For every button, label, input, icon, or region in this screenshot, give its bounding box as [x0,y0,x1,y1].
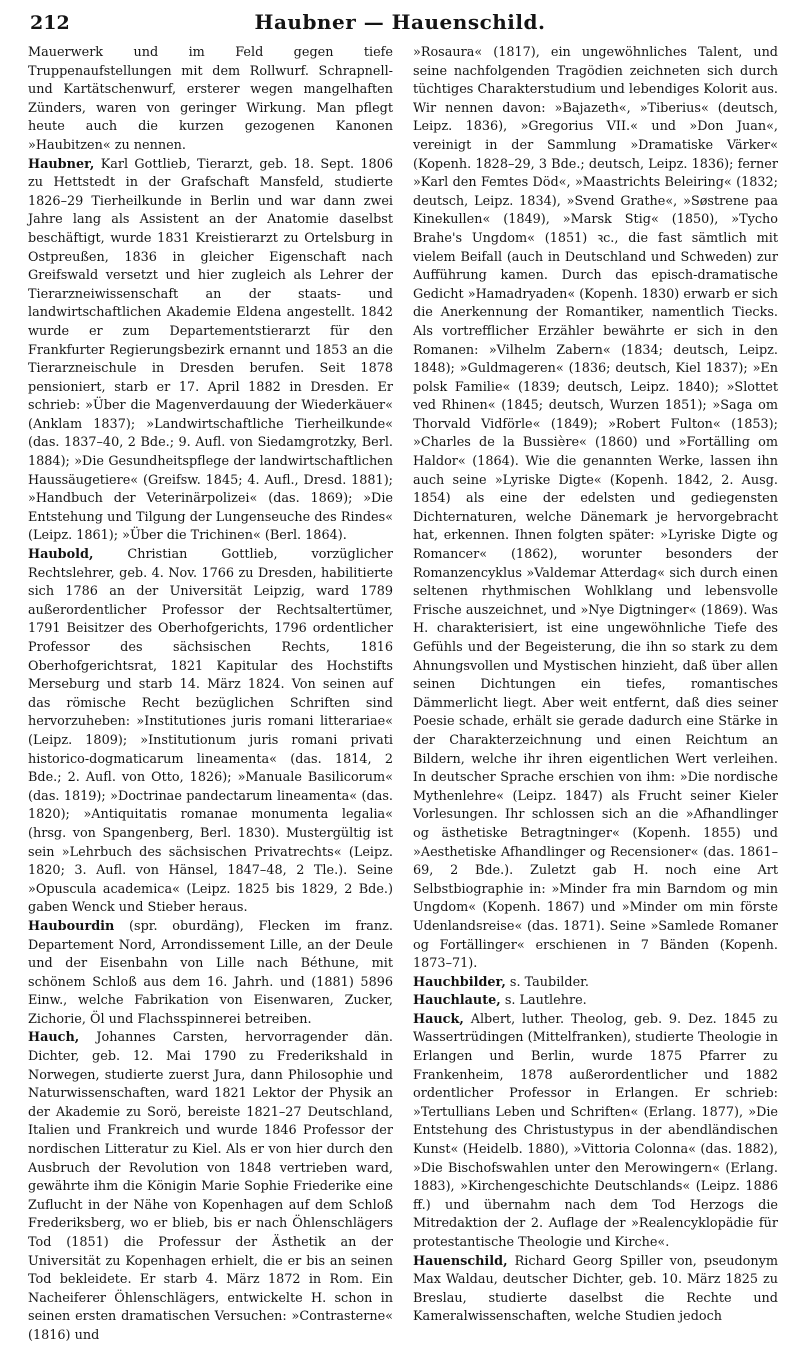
entry-text: Mauerwerk und im Feld gegen tiefe Truppenaufstellungen mit dem Rollwurf. Schrapnell- und Kartätschenwurf, ersterer wegen mangelhaften Zünders, waren von geringer Wirkung. Man pflegt heute auch die kurzen gezogenen Kanonen »Haubitzen« zu nennen. [28,45,393,153]
dictionary-entry [28,546,393,918]
dictionary-entry [413,1011,778,1253]
entry-headword: Hauch, [28,1030,80,1046]
entry-text: s. Lautlehre. [504,993,587,1009]
dictionary-entry [28,156,393,546]
running-title: Haubner — Hauenschild. [254,10,546,34]
entry-text: Karl Gottlieb, Tierarzt, geb. 18. Sept. 1806 zu Hettstedt in der Grafschaft Mansfeld, studierte 1826–29 Tierheilkunde in Berlin und war dann zwei Jahre lang als Assistent an der Anatomie daselbst beschäftigt, wurde 1831 Kreistierarzt zu Ortelsburg in Ostpreußen, 1836 in gleicher Eigenschaft nach Greifswald versetzt und hier zugleich als Lehrer der Tierarzneiwissenschaft an der staats- und landwirtschaftlichen Akademie Eldena angestellt. 1842 wurde er zum Departementstierarzt für den Frankfurter Regierungsbezirk ernannt und 1853 an die Tierarzneischule in Dresden berufen. Seit 1878 pensioniert, starb er 17. April 1882 in Dresden. Er schrieb: »Über die Magenverdauung der Wiederkäuer« (Anklam 1837); »Landwirtschaftliche Tierheilkunde« (das. 1837–40, 2 Bde.; 9. Aufl. von Siedamgrotzky, Berl. 1884); »Die Gesundheitspflege der landwirtschaftlichen Haussäugetiere« (Greifsw. 1845; 4. Aufl., Dresd. 1881); »Handbuch der Veterinärpolizei« (das. 1869); »Die Entstehung und Tilgung der Lungenseuche des Rindes« (Leipz. 1861); »Über die Trichinen« (Berl. 1864). [28,156,393,544]
dictionary-entry [28,918,393,1030]
entry-headword: Hauenschild, [413,1253,508,1269]
entry-text: Richard Georg Spiller von, pseudonym Max Waldau, deutscher Dichter, geb. 10. März 1825 zu Breslau, studierte daselbst die Rechte und Kameralwissenschaften, welche Studien jedoch [413,1253,778,1325]
entry-text: (spr. oburdäng), Flecken im franz. Departement Nord, Arrondissement Lille, an der Deule und der Eisenbahn von Lille nach Béthune, mit schönem Schloß aus dem 16. Jahrh. und (1881) 5896 Einw., welche Fabrikation von Eisenwaren, Zucker, Zichorie, Öl und Flachsspinnerei betreiben. [28,918,393,1027]
dictionary-entry [413,1253,778,1327]
entry-text: Albert, luther. Theolog, geb. 9. Dez. 1845 zu Wassertrüdingen (Mittelfranken), studierte Theologie in Erlangen und Berlin, wurde 1875 Pfarrer zu Frankenheim, 1878 außerordentlicher und 1882 ordentlicher Professor in Erlangen. Er schrieb: »Tertullians Leben und Schriften« (Erlang. 1877), »Die Entstehung des Christustypus in der abendländischen Kunst« (Heidelb. 1880), »Vittoria Colonna« (das. 1882), »Die Bischofswahlen unter den Merowingern« (Erlang. 1883), »Kirchengeschichte Deutschlands« (Leipz. 1886 ff.) und übernahm nach dem Tod Herzogs die Mitredaktion der 2. Auflage der »Realencyklopädie für protestantische Theologie und Kirche«. [413,1011,778,1250]
page-number: 212 [30,12,70,34]
dictionary-entry [28,1029,393,1345]
left-column [28,44,393,1343]
entry-headword: Haubourdin [28,918,115,934]
dictionary-entry [28,44,393,156]
entry-text: Christian Gottlieb, vorzüglicher Rechtslehrer, geb. 4. Nov. 1766 zu Dresden, habilitierte sich 1786 an der Universität Leipzig, ward 1789 außerordentlicher Professor der Rechtsaltertümer, 1791 Beisitzer des Oberhofgerichts, 1796 ordentlicher Professor des sächsischen Rechts, 1816 Oberhofgerichtsrat, 1821 Kapitular des Hochstifts Merseburg und starb 14. März 1824. Von seinen auf das römische Recht bezüglichen Schriften sind hervorzuheben: »Institutiones juris romani litterariae« (Leipz. 1809); »Institutionum juris romani privati historico-dogmaticarum lineamenta« (das. 1814, 2 Bde.; 2. Aufl. von Otto, 1826); »Manuale Basilicorum« (das. 1819); »Doctrinae pandectarum lineamenta« (das. 1820); »Antiquitatis romanae monumenta legalia« (hrsg. von Spangenberg, Berl. 1830). Mustergültig ist sein »Lehrbuch des sächsischen Privatrechts« (Leipz. 1820; 3. Aufl. von Hänsel, 1847–48, 2 Tle.). Seine »Opuscula academica« (Leipz. 1825 bis 1829, 2 Bde.) gaben Wenck und Stieber heraus. [28,547,393,916]
entry-text: Johannes Carsten, hervorragender dän. Dichter, geb. 12. Mai 1790 zu Frederikshald in Norwegen, studierte zuerst Jura, dann Philosophie und Naturwissenschaften, ward 1821 Lektor der Physik an der Akademie zu Sorö, bereiste 1821–27 Deutschland, Italien und Frankreich und wurde 1846 Professor der nordischen Litteratur zu Kiel. Als er von hier durch den Ausbruch der Revolution von 1848 vertrieben ward, gewährte ihm die Königin Marie Sophie Friederike eine Zuflucht in der Nähe von Kopenhagen auf dem Schloß Frederiksberg, wo er blieb, bis er nach Öhlenschlägers Tod (1851) die Professur der Ästhetik an der Universität zu Kopenhagen erhielt, die er bis an seinen Tod bekleidete. Er starb 4. März 1872 in Rom. Ein Nacheiferer Öhlenschlägers, entwickelte H. schon in seinen ersten dramatischen Versuchen: »Contrasterne« (1816) und [28,1030,393,1343]
entry-headword: Haubold, [28,547,94,563]
page-header [0,0,800,44]
entry-text: »Rosaura« (1817), ein ungewöhnliches Talent, und seine nachfolgenden Tragödien zeichneten sich durch tüchtiges Charakterstudium und lebendiges Kolorit aus. Wir nennen davon: »Bajazeth«, »Tiberius« (deutsch, Leipz. 1836), »Gregorius VII.« und »Don Juan«, vereinigt in der Sammlung »Dramatiske Värker« (Kopenh. 1828–29, 3 Bde.; deutsch, Leipz. 1836); ferner »Karl den Femtes Död«, »Maastrichts Beleiring« (1832; deutsch, Leipz. 1834), »Svend Grathe«, »Søstrene paa Kinekullen« (1849), »Marsk Stig« (1850), »Tycho Brahe's Ungdom« (1851) ꝛc., die fast sämtlich mit vielem Beifall (auch in Deutschland und Schweden) zur Aufführung kamen. Durch das episch-dramatische Gedicht »Hamadryaden« (Kopenh. 1830) erwarb er sich die Anerkennung der Romantiker, namentlich Tiecks. Als vortrefflicher Erzähler bewährte er sich in den Romanen: »Vilhelm Zabern« (1834; deutsch, Leipz. 1848); »Guldmageren« (1836; deutsch, Kiel 1837); »En polsk Familie« (1839; deutsch, Leipz. 1840); »Slottet ved Rhinen« (1845; deutsch, Wurzen 1851); »Saga om Thorvald Vidförle« (1849); »Robert Fulton« (1853); »Charles de la Bussière« (1860) und »Fortälling om Haldor« (1864). Wie die genannten Werke, lassen ihn auch seine »Lyriske Digte« (Kopenh. 1842, 2. Ausg. 1854) als eine der edelsten und gediegensten Dichternaturen, welche Dänemark je hervorgebracht hat, erkennen. Ihnen folgten später: »Lyriske Digte og Romancer« (1862), worunter besonders der Romanzencyklus »Valdemar Atterdag« sich durch einen seltenen rhythmischen Wohlklang und lebensvolle Frische auszeichnet, und »Nye Digtninger« (1869). Was H. charakterisiert, ist eine ungewöhnliche Tiefe des Gefühls und der Begeisterung, die ihn so stark zu dem Ahnungsvollen und Mystischen hinzieht, daß über allen seinen Dichtungen ein tiefes, romantisches Dämmerlicht liegt. Aber weit entfernt, daß dies seiner Poesie schade, erhält sie gerade dadurch eine Stärke in der Charakterzeichnung und einen Reichtum an Bildern, welche ihr ihren eigentlichen Wert verleihen. In deutscher Sprache erschien von ihm: »Die nordische Mythenlehre« (Leipz. 1847) als Frucht seiner Kieler Vorlesungen. Ihr schlossen sich an die »Afhandlinger og ästhetiske Betragtninger« (Kopenh. 1855) und »Aesthetiske Afhandlinger og Recensioner« (das. 1861–69, 2 Bde.). Zuletzt gab H. noch eine Art Selbstbiographie in: »Minder fra min Barndom og min Ungdom« (Kopenh. 1867) und »Minder om min förste Udenlandsreise« (das. 1871). Seine »Samlede Romaner og Fortällinger« erschienen in 7 Bänden (Kopenh. 1873–71). [413,45,778,972]
entry-headword: Hauchbilder, [413,974,506,990]
dictionary-entry [413,992,778,1011]
entry-headword: Hauchlaute, [413,993,501,1009]
dictionary-entry [413,974,778,993]
entry-headword: Haubner, [28,156,95,172]
right-column [413,44,778,1325]
entry-text: s. Taubilder. [509,974,589,990]
entry-headword: Hauck, [413,1011,464,1027]
dictionary-entry [413,44,778,974]
